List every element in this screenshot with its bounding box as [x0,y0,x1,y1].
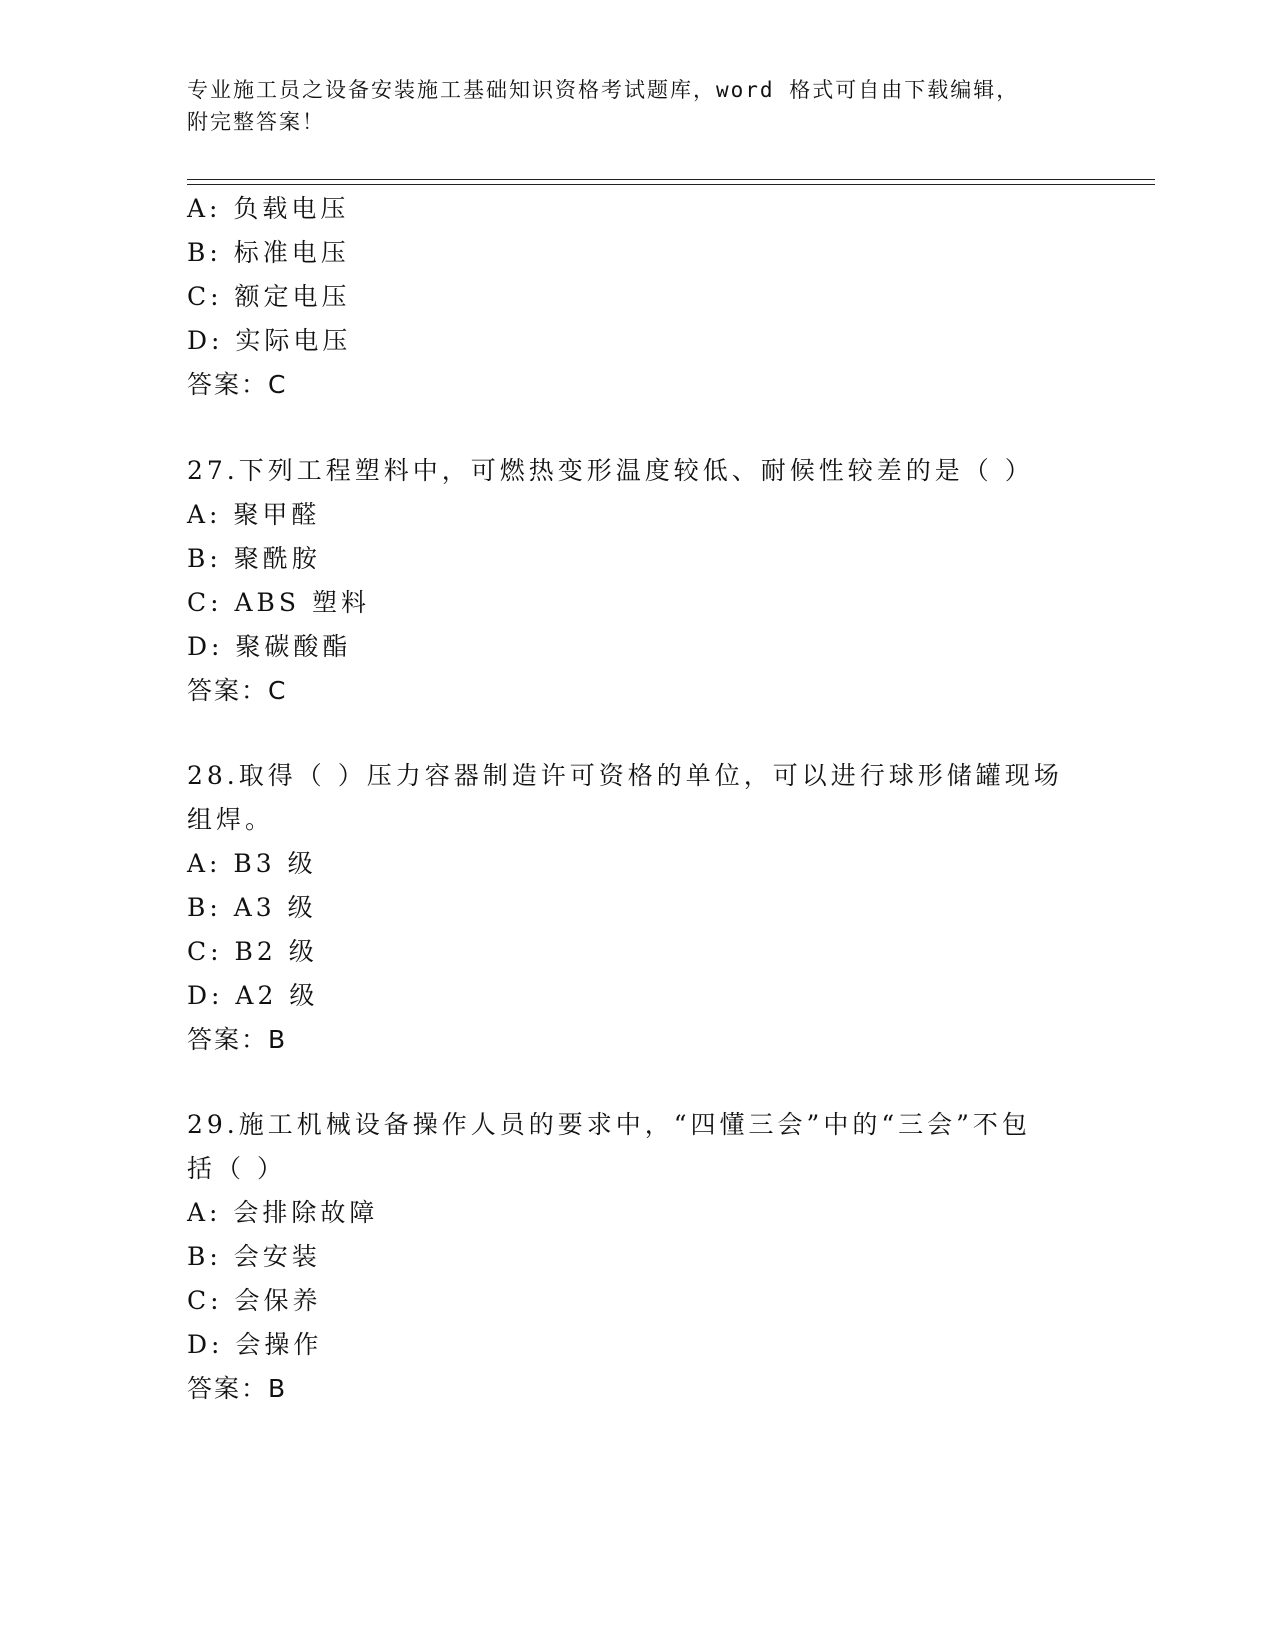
q27-option-b: B: 聚酰胺 [187,544,321,573]
header-divider-top [187,179,1155,180]
q27-option-c: C: ABS 塑料 [187,588,370,617]
q28-question-line-2: 组焊。 [187,805,275,834]
q26-option-b: B: 标准电压 [187,238,350,267]
q28-option-c: C: B2 级 [187,937,318,966]
q29-option-a: A: 会排除故障 [187,1198,379,1227]
q26-option-d: D: 实际电压 [187,326,352,355]
q28-answer: 答案：B [187,1025,288,1054]
q28-question-line-1: 28.取得（ ）压力容器制造许可资格的单位，可以进行球形储罐现场 [187,761,1063,790]
q27-question: 27.下列工程塑料中，可燃热变形温度较低、耐候性较差的是（ ） [187,456,1034,485]
q28-option-b: B: A3 级 [187,893,317,922]
header-line-1: 专业施工员之设备安装施工基础知识资格考试题库，word 格式可自由下载编辑， [187,78,1020,102]
q29-option-b: B: 会安装 [187,1242,321,1271]
q29-question-line-1: 29.施工机械设备操作人员的要求中，“四懂三会”中的“三会”不包 [187,1110,1031,1139]
q27-option-a: A: 聚甲醛 [187,500,321,529]
q29-option-c: C: 会保养 [187,1286,322,1315]
header-line-2: 附完整答案！ [187,110,325,134]
q29-option-d: D: 会操作 [187,1330,323,1359]
q29-question-line-2: 括（ ） [187,1154,286,1183]
q27-answer: 答案：C [187,676,288,705]
q26-option-a: A: 负载电压 [187,194,350,223]
q26-option-c: C: 额定电压 [187,282,351,311]
document-header [187,74,1087,138]
q26-answer: 答案：C [187,370,288,399]
header-divider-bottom [187,184,1155,185]
q28-option-a: A: B3 级 [187,849,317,878]
q27-option-d: D: 聚碳酸酯 [187,632,352,661]
q28-option-d: D: A2 级 [187,981,319,1010]
q29-answer: 答案：B [187,1374,288,1403]
